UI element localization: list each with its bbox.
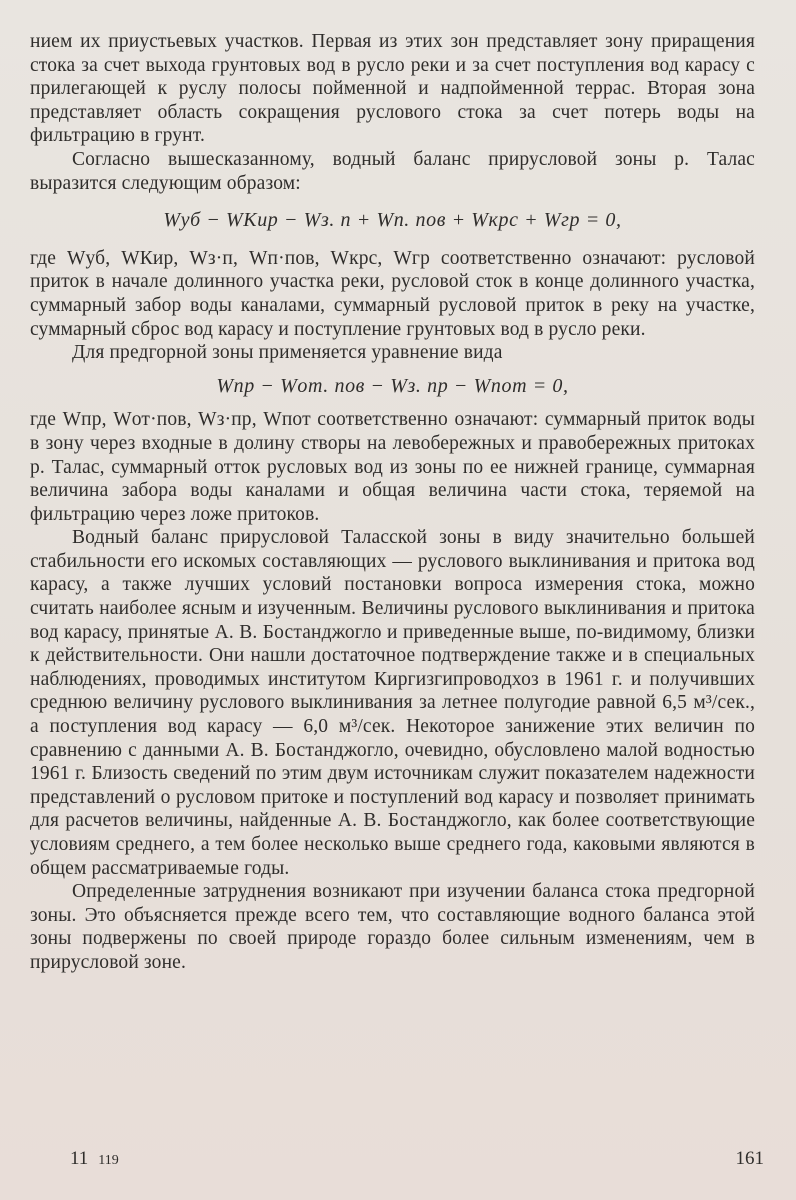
formula-foothill-balance: Wпр − Wот. пов − Wз. пр − Wпот = 0,	[216, 374, 569, 397]
signature-number: 119	[98, 1153, 119, 1168]
body-text	[30, 30, 755, 975]
paragraph-7: Определенные затруднения возникают при изучении баланса стока предгорной зоны. Это объясняется прежде всего тем, что составляющие водного баланса этой зоны подвержены по своей природе гораздо более сильным изменениям, чем в прирусловой зоне.	[30, 881, 755, 973]
formula-riverbed-balance: Wуб − WКир − Wз. п + Wп. пов + Wкрс + Wгр = 0,	[163, 209, 622, 232]
signature-mark: 11	[70, 1148, 89, 1169]
paragraph-1: нием их приустьевых участков. Первая из этих зон представляет зону приращения стока за счет выхода грунтовых вод в русло реки и за счет поступления вод карасу с прилегающей к руслу полосы пойменной и надпойменной террас. Вторая зона представляет область сокращения руслового стока за счет потерь воды на фильтрацию в грунт.	[30, 31, 755, 147]
paragraph-4: Для предгорной зоны применяется уравнение вида	[72, 342, 503, 364]
page-number: 161	[735, 1148, 764, 1169]
paragraph-5: где Wпр, Wот·пов, Wз·пр, Wпот соответственно означают: суммарный приток воды в зону через входные в долину створы на левобережных и правобережных притоках р. Талас, суммарный отток русловых вод из зоны по ее нижней границе, суммарная величина забора воды каналами и общая величина части стока, теряемой на фильтрацию через ложе притоков.	[30, 409, 755, 525]
paragraph-6: Водный баланс прирусловой Таласской зоны в виду значительно большей стабильности его искомых составляющих — руслового выклинивания и притока вод карасу, а также лучших условий постановки вопроса измерения стока, можно считать наиболее ясным и изученным. Величины руслового выклинивания и притока вод карасу, принятые А. В. Бостанджогло и приведенные выше, по-видимому, близки к действительности. Они нашли достаточное подтверждение также и в специальных наблюдениях, проводимых институтом Киргизгипроводхоз в 1961 г. и получивших среднюю величину руслового выклинивания за летнее полугодие равной 6,5 м³/сек., а поступления вод карасу — 6,0 м³/сек. Некоторое занижение этих величин по сравнению с данными А. В. Бостанджогло, очевидно, обусловлено малой водностью 1961 г. Близость сведений по этим двум источникам служит показателем надежности представлений о русловом притоке и поступлений вод карасу и позволяет принимать для расчетов величины, найденные А. В. Бостанджогло, как более соответствующие условиям среднего, а тем более несколько выше среднего года, каковыми являются в общем рассматриваемые годы.	[30, 527, 755, 879]
paragraph-2: Согласно вышесказанному, водный баланс прирусловой зоны р. Талас выразится следующим образом:	[30, 148, 755, 194]
printer-signature	[70, 1148, 119, 1170]
paragraph-3: где Wуб, WКир, Wз·п, Wп·пов, Wкрс, Wгр соответственно означают: русловой приток в начале долинного участка реки, русловой сток в конце долинного участка, суммарный забор воды каналами, суммарный русловой приток в реку на участке, суммарный сброс вод карасу и поступление грунтовых вод в русло реки.	[30, 247, 755, 340]
